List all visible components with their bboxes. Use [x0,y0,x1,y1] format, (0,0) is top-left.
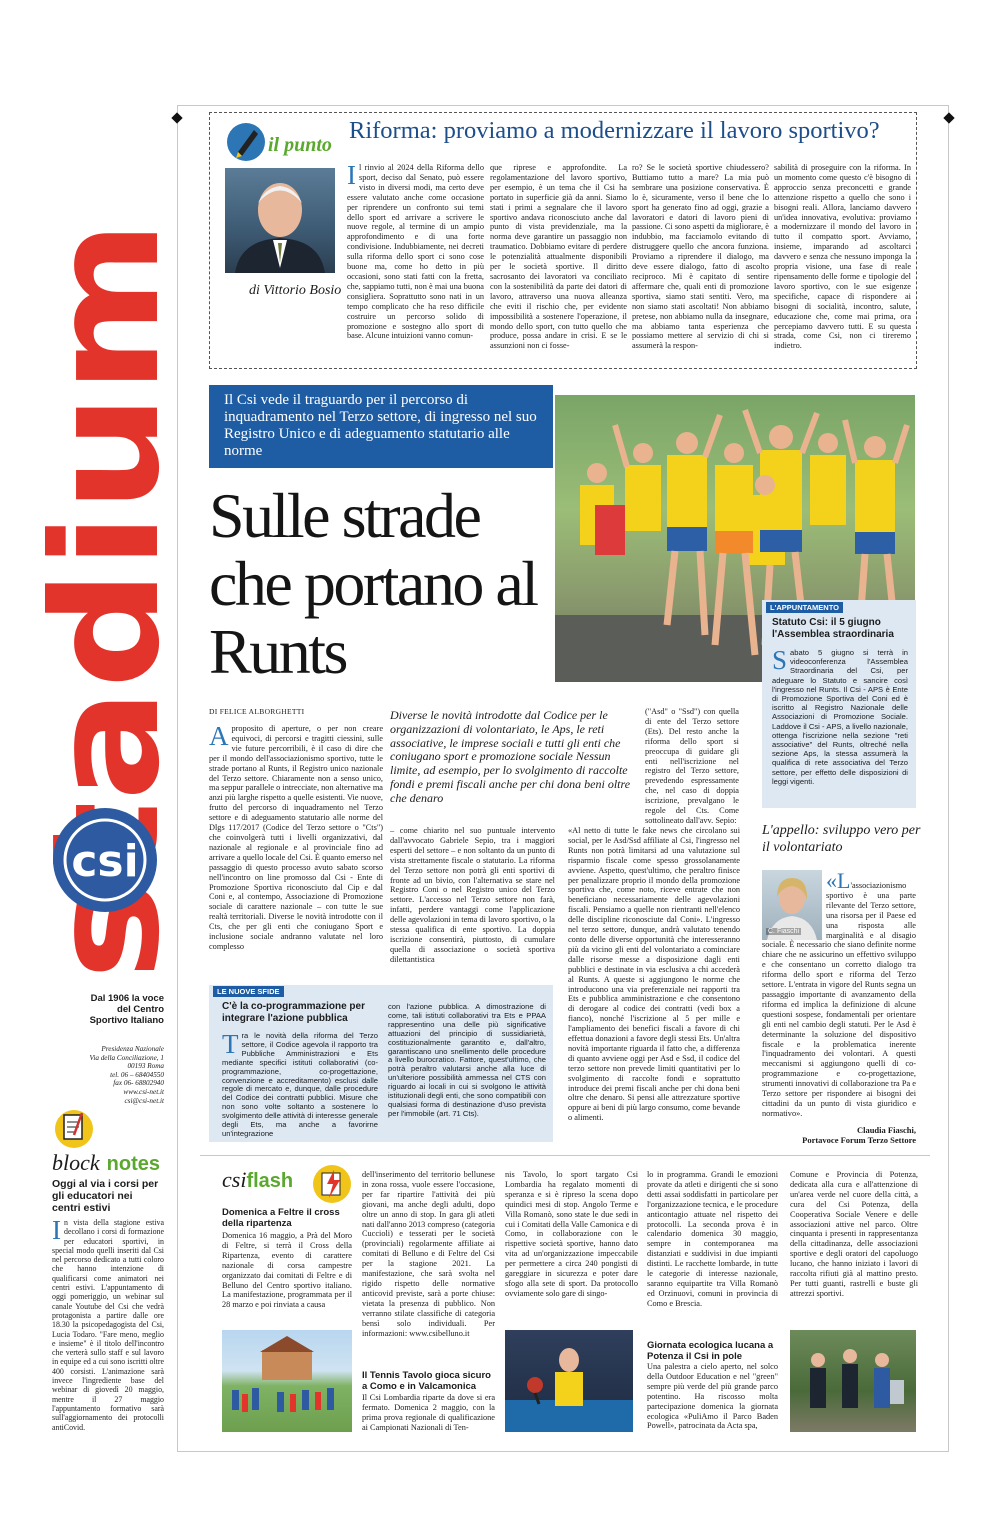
main-col-4: «Al netto di tutte le fake news che circolano sui social, per le Asd/Ssd affiliate al Csi, l'ingresso nel Runts non potrà limitarsi ad una valutazione sul risparmio fiscale come spesso grossolanamente avviene. Aspetto, quest'ultimo, che peraltro finisce per penalizzare proprio il mondo della promozione sportiva che, come noto, riceve entrate che non beneficiano necessariamente delle agevolazioni fiscali. Pensiamo a quelle non rientranti nell'elenco delle discipline riconosciute dal Coni». L'ingresso nel terzo settore, dunque, andrà valutato tenendo conto delle diverse opportunità che interesseranno più da vicino gli enti del volontariato a cominciare dalle risorse messe a disposizione dagli enti pubblici e destinate in via esclusiva a chi accederà al Runts. A queste si aggiungono le norme che introducono una via preferenziale nei rapporti tra Ets e pubblica amministrazione e che consentono di derogare al codice dei contratti (vedi box a fianco), nonché l'iscrizione al 5 per mille e l'ampliamento dei benefici fiscali a favore di chi effettua donazioni a favore degli stessi Ets. Un'altra novità importante riguarda il fatto che, a differenza di quanto avviene oggi per Asd e Ssd, il codice del terzo settore non prevede limiti quantitativi per lo svolgimento di raccolte fondi e soprattutto introduce dei premi fiscali anche per chi dona beni oltre che denaro. Si pensi alle attrezzature sportive oppure ai beni di più largo consumo, come bevande o alimenti. [568,826,740,1123]
nuove-sfide-kicker: LE NUOVE SFIDE [213,986,284,997]
lightning-icon [310,1162,354,1206]
section-divider [200,1155,930,1156]
flash-item-2-body: Il Csi Lombardia riparte da dove si era fermato. Domenica 2 maggio, con la prima prova regionale di qualificazione ai Campionati Nazionali di Ten- [362,1393,495,1432]
block-notes-kicker: block notes [52,1150,160,1175]
punto-col-4: sabilità di proseguire con la riforma. In un momento come questo c'è bisogno di approccio senza preconcetti e grande attenzione rispetto a quello che sono i bisogni reali. Allora, lanciamo davvero un'idea innovativa, evolutiva: proviamo a modernizzare il mondo del lavoro in tutto il compatto sport. Avviamo, insieme, imparando ad ascoltarci davvero e senza che nessuno imponga la propria visione, una fase di reale ripensamento delle forme e tipologie del lavoro sportivo, con le sue esigenze specifiche, capace di rispondere ai bisogni di socialità, incontro, salute, educazione che, come mai prima, ora percepiamo davvero tutti. E su questa strada, come Csi, non ci tireremo indietro. [774,163,911,351]
fountain-pen-icon [224,118,268,162]
main-col-3: ("Asd" o "Ssd") con quella di ente del Terzo settore (Ets). Del resto anche la riforma dello sport si preoccupa di guidare gli enti nell'iscrizione nel registro del Terzo settore, prevedendo espressamente che, nel caso di doppia iscrizione, prevalgano le regole del Cts. Come sottolineato dall'avv. Sepio: [645,707,739,825]
main-col-2: – come chiarito nel suo puntuale intervento dall'avvocato Gabriele Sepio, tra i maggiori esperti del settore – e non soltanto da un punto di vista strettamente fiscale o statutario. La riforma del Terzo settore non potrà gli enti sportivi di fronte ad un bivio, con l'alternativa se stare nel Registro Coni o nel Registro unico del Terzo settore. L'accesso nel Terzo settore non farà, infatti, perdere vantaggi come l'applicazione delle agevolazioni in tema di lavoro sportivo, o la stessa qualifica di ente sportivo. La doppia iscrizione consentirà, piuttosto, di cumulare quella di associazione o società sportiva dilettantistica [390,826,555,964]
appuntamento-title: Statuto Csi: il 5 giugno l'Assemblea straordinaria [772,617,894,640]
svg-text:stadium: stadium [45,305,175,980]
nuove-sfide-col-2: con l'azione pubblica. A dimostrazione di come, tali istituti collaborativi tra Ets e PPAA rappresentino una delle più significative attuazioni del principio di sussidiarietà, costituzionalmente garantito e, dall'altro, garantiscano uno snellimento delle procedure a livello burocratico. Fattore, quest'ultimo, che potrà peraltro valutarsi anche alla luce di un'ulteriore possibilità ammessa nel CTS con riguardo ai locali in cui si svolgono le attività istituzionali degli enti, che sono compatibili con qualsiasi forma di destinazione d'uso prevista per l'immobile (art. 71 Cts). [388,1003,546,1118]
main-headline: Sulle strade che portano al Runts [209,480,537,687]
fiaschi-caption: C. Fiaschi [768,928,800,935]
notepad-icon [52,1105,96,1149]
punto-col-2: que riprese e approfondite. La regolamentazione del lavoro sportivo, per esempio, è un tema che il Csi ha portato in superficie già da anni. Siamo stati i primi a segnalare che il lavoro sportivo andava riconosciuto anche dal punto di vista previdenziale, ma la norma deve garantire un passaggio non traumatico. Dobbiamo evitare di perdere le potenzialità attualmente disponibili per le società sportive. Il diritto sacrosanto dei lavoratori va conciliato con la sostenibilità da parte dei datori di lavoro, attraverso una nuova alleanza che eviti il rischio che, per evidente impossibilità a sostenere l'operazione, il mondo dello sport, con tutto quello che produce, possa andare in crisi. E se le assunzioni non ci fosse- [490,163,627,351]
punto-col-3: ro? Se le società sportive chiudessero? Buttiamo tutto a mare? La mia può sembrare una posizione conservativa. È lo è, sicuramente, verso il bene che lo sport ha generato fino ad oggi, grazie a lavoratori e datori di lavoro pieni di passione. Ci sono aspetti da migliorare, è indubbio, ma facciamolo evitando di distruggere quello che ancora funziona. Proviamo a riprendere il dialogo, ma deve essere dialogo, fatto di ascolto reciproco. Mi è capitato di sentire affermare che, quali enti di promozione sportiva, siamo stati sentiti. Vero, ma non siamo stati ascoltati! Non abbiamo pretese, non abbiamo nulla da insegnare, ma abbiamo tanta esperienza che possiamo mettere al servizio di chi si assumerà la respon- [632,163,769,351]
svg-text:csi: csi [71,836,139,887]
summary-banner-text: Il Csi vede il traguardo per il percorso di inquadramento nel Terzo settore, di ingresso nel suo Registro Unico e di adeguamento statutario alle norme [224,392,537,459]
stadium-wordmark [45,110,175,990]
appuntamento-kicker: L'APPUNTAMENTO [766,602,843,613]
nuove-sfide-title: C'è la co-programmazione per integrare l'azione pubblica [222,1001,365,1024]
article-author: DI FELICE ALBORGHETTI [209,707,305,716]
appello-body: «L'associazionismo sportivo è una parte rilevante del Terzo settore, una risorsa per il Paese ed una risposta alle marginalità e al disagio sociale. È necessario che siano definite norme chiare che ne assicurino un effettivo sviluppo e che consentano un corretto dialogo tra riforma dello sport e riforma del Terzo settore. L'entrata in vigore del Runts segna un passaggio importante di avanzamento della riforma ed implica la definizione di alcune questioni sospese, fondamentali per orientare gli enti nel cambio degli statuti. Per le Asd è determinante la soluzione del dispositivo fiscale e la problematica inerente l'inquadramento dei volontari. A questi meccanismi si aggiungono quelli di co-programmazione e co-progettazione, strumenti innovativi di collaborazione tra Pa e Terzo settore per rispondere ai bisogni dei cittadini da un punto di vista giuridico e normativo». [762,872,916,1118]
il-punto-kicker: il punto [268,134,332,156]
nuove-sfide-col-1: Tra le novità della riforma del Terzo settore, il Codice agevola il rapporto tra Pubbliche Amministrazioni e Ets mediante specifici istituti collaborativi (co-programmazione, co-progettazione, convenzione e accreditamento) esclusi dalle regole di mercato e, dunque, dalle procedure del Codice dei contratti pubblici. Misure che non sono volte soltanto a sostenere lo svolgimento delle attività di interesse generale degli Ets, ma anche a favorirne un'integrazione [222,1032,378,1138]
block-notes-body: In vista della stagione estiva decollano i corsi di formazione per educatori sportivi, in special modo quelli inseriti dal Csi nel percorso dedicato a tutti coloro che hanno intenzione di qualificarsi come animatori nei centri estivi. L'appuntamento di oggi pomeriggio, un webinar sul canale Youtube del Csi che vedrà protagonista a partire dalle ore 18.30 la psicopedagogista del Csi, Lucia Todaro. "Fare meno, meglio e insieme" è il titolo dell'incontro che verterà sullo staff e sul lavoro in equipe ed a cui sono iscritti oltre 400 corsisti. L'animazione sarà invece l'ingrediente base del webinar di giovedì 20 maggio, mentre il 27 maggio l'appuntamento formativo sarà sull'aggiornamento dei protocolli antiCovid. [52,1218,164,1432]
flash-col-3: nis Tavolo, lo sport targato Csi Lombardia ha regalato momenti di speranza e si è ripreso la scena dopo quindici mesi di stop. Angolo Terme e Villa Romanò, sono state le due sedi in cui i Comitati della Valle Camonica e di Como, in collaborazione con le rispettive società sportive, hanno dato vita ad un'organizzazione impeccabile per permettere a circa 240 pongisti di gareggiare in sicurezza e poter dare sfogo alla sete di sport. Da protocollo ovviamente solo gare di singo- [505,1170,638,1298]
block-notes-headline: Oggi al via i corsi per gli educatori nei centri estivi [52,1178,159,1214]
flash-item-1-body: Domenica 16 maggio, a Prà del Moro di Feltre, si terrà il Cross della Ripartenza, evento di carattere nazionale di corsa campestre organizzato dai comitati di Feltre e di Belluno del Centro sportivo italiano. La manifestazione, programmata per il 28 marzo e poi rinviata a causa [222,1231,352,1310]
punto-col-1: Il rinvio al 2024 della Riforma dello sport, deciso dal Senato, può essere visto in diversi modi, ma certo deve essere valutato anche come occasione per riprendere un confronto sui temi dello sport ed arrivare a scrivere le nuove regole, al termine di un ampio approfondimento e di una forte condivisione. Indubbiamente, nei decreti sulla riforma dello sport ci sono cose buone ma, come ho detto in più occasioni, sono stati fatti con la fretta, che, sappiamo tutti, non è mai una buona consigliera. Soprattutto sono nati in un tempo complicato che ha reso difficile costruire un percorso solido di promozione e sostegno allo sport di base. Alcune intuizioni vanno comun- [347,163,484,341]
csi-logo-icon [53,808,157,912]
flash-item-3-title: Giornata ecologica lucana a Potenza il Csi in pole [647,1340,774,1362]
table-tennis-photo [505,1330,633,1432]
author-photo [225,168,335,273]
punto-byline: di Vittorio Bosio [249,283,342,298]
flash-item-1-title: Domenica a Feltre il cross della ripartenza [222,1207,340,1229]
flash-col-5: Comune e Provincia di Potenza, dedicata alla cura e all'attenzione di un'area verde nel cuore della città, a cura del Csi Potenza, della Cooperativa Sociale Venere e delle associazioni attive nel parco. Oltre cinquanta i presenti in rappresentanza della cittadinanza, delle associazioni sportive e degli oratori del capoluogo lucano, che hanno iniziato i lavori di raccolta rifiuti già al mattino presto. Per tutti guanti, rastrelli e buste gli attrezzi sportivi. [790,1170,918,1298]
appello-title: L'appello: sviluppo vero per il volontariato [762,823,921,855]
csi-flash-kicker: csiflash [222,1167,294,1192]
masthead-tagline: Dal 1906 la voce del Centro Sportivo Italiano [89,993,164,1026]
masthead [45,110,175,990]
il-punto-title: Riforma: proviamo a modernizzare il lavoro sportivo? [349,117,880,144]
cross-race-photo [222,1330,352,1432]
flash-item-3-body: Una palestra a cielo aperto, nel solco della Outdoor Education e nel "green" sempre più verde del più grande parco potentino. Ha riscosso molta partecipazione domenica la giornata ecologica «PuliAmo il Parco Baden Powell», patrocinata da Acta spa, [647,1362,778,1431]
flash-col-4: lo in programma. Grandi le emozioni provate da atleti e dirigenti che si sono detti assai soddisfatti in particolare per l'organizzazione tecnica, e le procedure anticontagio attuate nel rispetto dei protocolli. La seconda prova è in calendario domenica 30 maggio, sempre in contemporanea ma distanziati e suddivisi in due impianti distinti. Le racchette lombarde, in tutte le categorie di interesse nazionale, saranno equipartite tra Villa Romanò ed Orzinuovi, comuni in provincia di Como e Brescia. [647,1170,778,1308]
ecology-photo [790,1330,916,1432]
appuntamento-body: Sabato 5 giugno si terrà in videoconferenza l'Assemblea Straordinaria del Csi, per adeguare lo Statuto e sancire così l'ingresso nel Runts. Il Csi - APS è Ente di Promozione Sportiva del Coni ed è iscritto al Registro Nazionale delle Associazioni di Promozione Sociale. Laddove il Csi - APS, a livello nazionale, ottenga l'iscrizione nella sezione "reti associative" del Runts, oltreché nella sezione Aps, la stessa assumerà la qualifica di rete associativa del Terzo settore, per effetto delle disposizioni di leggi vigenti. [772,648,908,786]
flash-item-2-title: Il Tennis Tavolo gioca sicuro a Como e in Valcamonica [362,1370,491,1392]
appello-signature: Claudia Fiaschi, Portavoce Forum Terzo Settore [802,1125,916,1145]
main-col-1: A proposito di aperture, o per non creare equivoci, di percorsi e tragitti ciessini, sulle vie future percorribili, è il caso di dire che per il mondo dell'associazionismo sportivo, tutte le strade portano al Runts, il Registro unico nazionale del Terzo settore. Chiaramente non a senso unico, ma seppur parallele o intrecciate, non alternative ma anzi più larghe rispetto a quelle esistenti. Vie nuove, frutto del percorso di inquadramento nel Terzo settore e di adeguamento statutario alle norme del Dlgs 117/2017 (Codice del Terzo settore o "Cts") che coinvolgerà tutti i livelli organizzativi, dal nazionale al regionale e al provinciale fino ad arrivare a quello locale del Csi. È quanto emerso nel passaggio di questo processo avuto sabato scorso nell'incontro on line promosso dal Csi - Ente di Promozione Sportiva riconosciuto dal Cip e dal Coni e, al contempo, Associazione di Promozione sociale di carattere nazionale – con tutte le sue realtà territoriali. Diverse le novità introdotte con il Cts, che per gli enti che coniugano Sport e inclusione sociale andranno valutate nel loro complesso [209,724,383,951]
flash-col-2: dell'inserimento del territorio bellunese in zona rossa, vuole essere l'occasione, per far ripartire l'attività dei più giovani, ma anche degli adulti, dopo oltre un anno di stop. In gara gli atleti nati dall'anno 2013 compreso (categoria Cuccioli) e tesserati per le società (provinciali) regolarmente affiliate ai comitati di Belluno e di Feltre del Csi per la stagione 2021. La manifestazione, che sarà svolta nel rigido rispetto delle normative anticovid previste, sarà a porte chiuse: vietata la presenza di pubblico. Non verranno stilate classifiche di categoria bensì solo individuali. Per informazioni: www.csibelluno.it [362,1170,495,1338]
masthead-address: Presidenza Nazionale Via della Conciliazione, 1 00193 Roma tel. 06 – 68404550 fax 06- 68802940 www.csi-net.it csi@csi-net.it [89,1045,164,1105]
article-lede: Diverse le novità introdotte dal Codice per le organizzazioni di volontariato, le Aps, le reti associative, le imprese sociali e tutti gli enti che coniugano sport e promozione sociale Nessun limite, ad esempio, per lo svolgimento di raccolte fondi e premi fiscali anche per chi dona beni oltre che denaro [390,708,631,805]
